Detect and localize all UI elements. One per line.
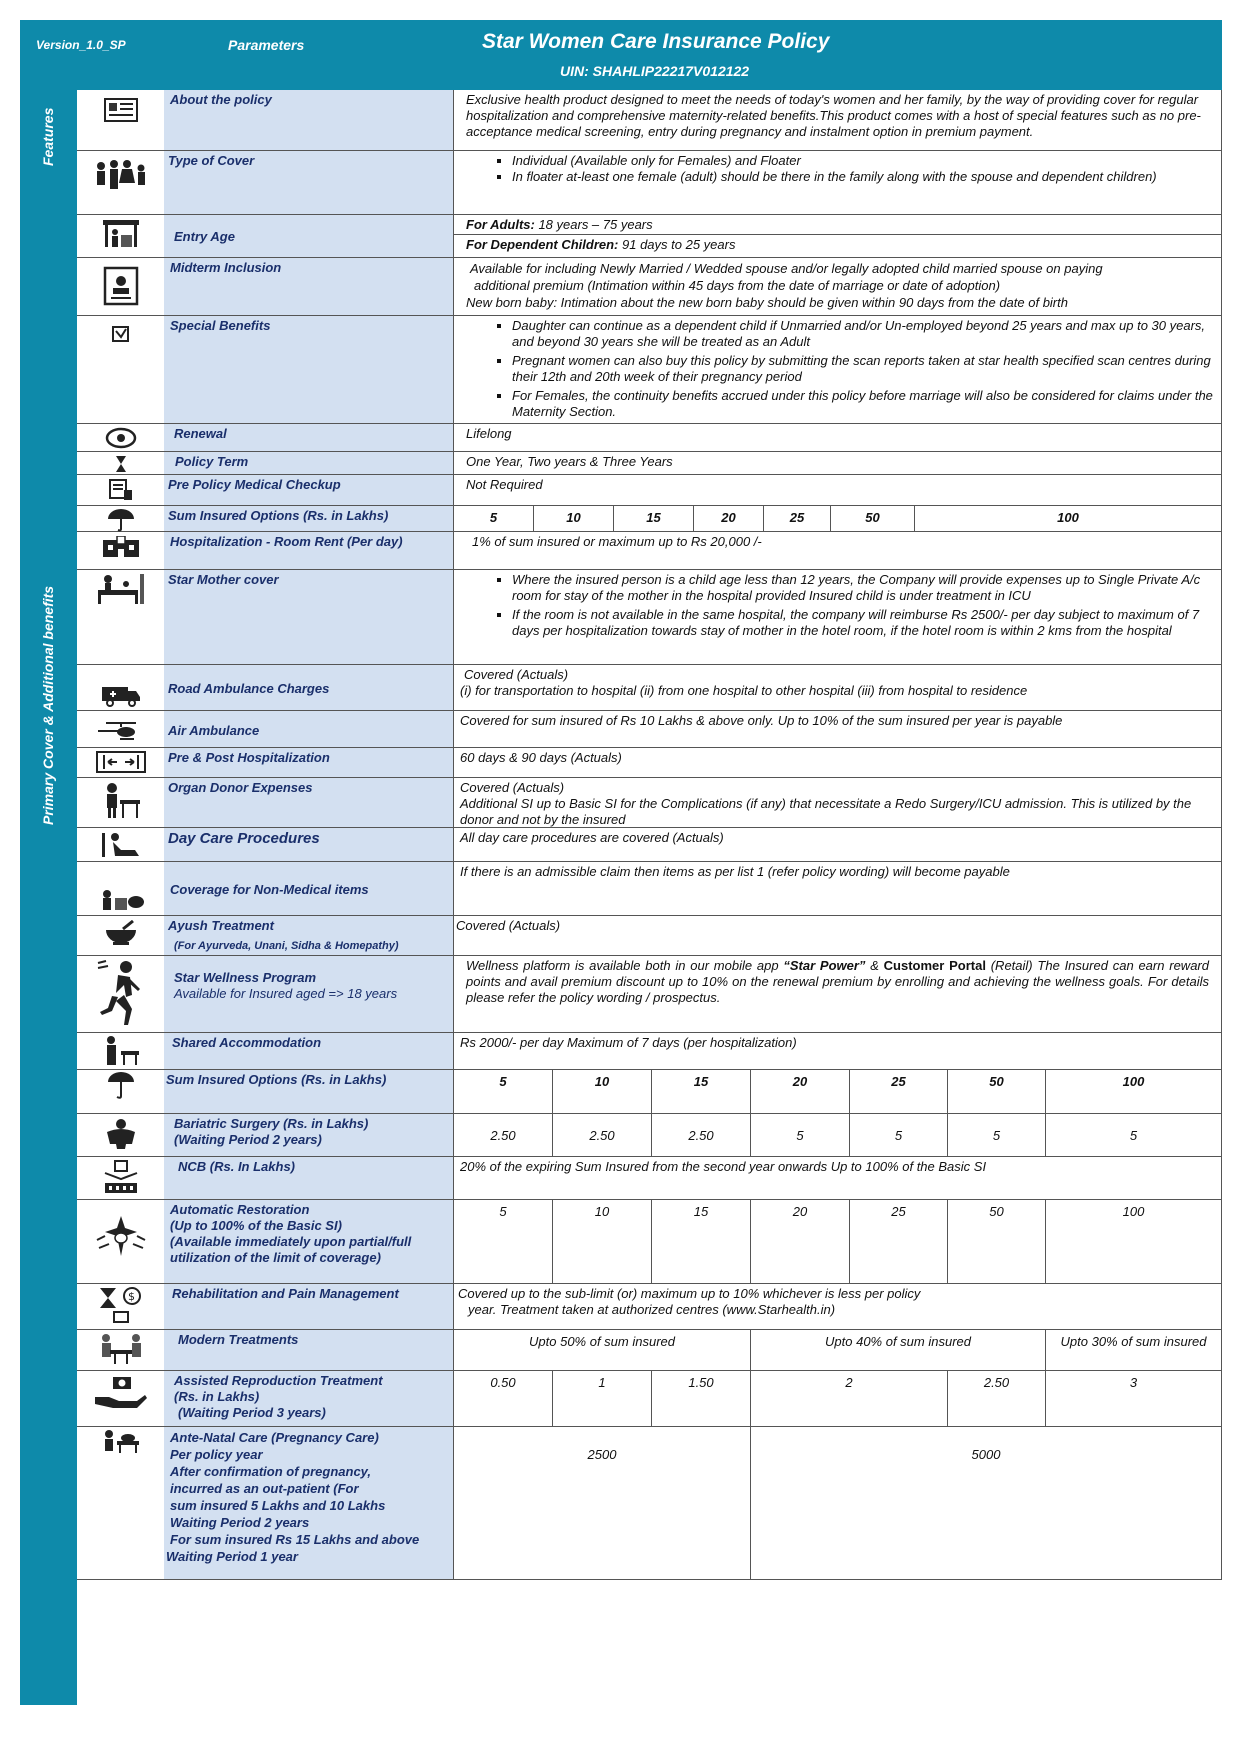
- grid-cell: 5: [751, 1114, 850, 1156]
- param-label: About the policy: [164, 90, 454, 151]
- list-item: ▪ Daughter can continue as a dependent child if Unmarried and/or Un-employed beyond 25 years and max up to 30 years, and beyond 30 years she will be treated as an Adult: [512, 318, 1221, 350]
- value-text: Covered (Actuals) (i) for transportation to hospital (ii) from one hospital to other hospital (iii) from hospital to residence: [454, 665, 1222, 711]
- bariatric-grid: [454, 1114, 1222, 1157]
- grid-cell: 10: [534, 506, 614, 531]
- grid-cell: 2500: [454, 1427, 751, 1579]
- param-label: Sum Insured Options (Rs. in Lakhs): [164, 1070, 454, 1114]
- version-label: Version_1.0_SP: [36, 38, 126, 52]
- uin-label: UIN: SHAHLIP22217V012122: [560, 63, 750, 79]
- hospital-icon: [77, 532, 165, 570]
- param-label: Road Ambulance Charges: [164, 665, 454, 711]
- side-bar: [20, 90, 77, 1705]
- row-room-rent: [77, 532, 1222, 570]
- grid-cell: 20: [751, 1200, 850, 1283]
- param-label: Sum Insured Options (Rs. in Lakhs): [164, 506, 454, 532]
- value-text: Available for including Newly Married / Wedded spouse and/or legally adopted child married spouse on paying additional premium (Intimation within 45 days from the date of marriage or date of adoption) New born baby: Intimation about the new born baby should be given within 90 days from the date of birth: [454, 258, 1222, 316]
- grid-cell: 50: [948, 1070, 1046, 1113]
- gift-hand-icon: [77, 316, 165, 424]
- grid-cell: 20: [694, 506, 764, 531]
- art-grid: [454, 1371, 1222, 1427]
- param-label: Type of Cover: [164, 151, 454, 215]
- row-road-ambulance: [77, 665, 1222, 711]
- value-text: Lifelong: [454, 424, 1222, 452]
- param-label: Coverage for Non-Medical items: [164, 862, 454, 916]
- row-type-of-cover: [77, 151, 1222, 215]
- grid-cell: 2.50: [652, 1114, 751, 1156]
- grid-cell: 100: [1122, 1204, 1145, 1219]
- row-star-mother-cover: [77, 570, 1222, 665]
- grid-cell: 5: [1129, 1128, 1138, 1143]
- grid-cell: 1.50: [652, 1371, 751, 1426]
- side-label-primary-cover: Primary Cover & Additional benefits: [40, 585, 56, 825]
- param-label: Shared Accommodation: [164, 1033, 454, 1070]
- grid-cell: 5: [948, 1114, 1046, 1156]
- renewal-icon: [77, 424, 165, 452]
- param-label: Pre Policy Medical Checkup: [164, 475, 454, 506]
- restoration-grid: [454, 1200, 1222, 1284]
- param-label: Day Care Procedures: [164, 828, 454, 862]
- ante-natal-grid: [454, 1427, 1222, 1580]
- param-label: Star Wellness Program Available for Insured aged => 18 years: [164, 956, 454, 1033]
- list-item: ▪ In floater at-least one female (adult) should be there in the family along with the spouse and dependent children): [512, 169, 1209, 185]
- family-icon: [77, 151, 165, 215]
- grid-cell: Upto 40% of sum insured: [751, 1330, 1046, 1370]
- body-weight-icon: [77, 1114, 165, 1157]
- row-bariatric-surgery: [77, 1114, 1222, 1157]
- param-label: Modern Treatments: [164, 1330, 454, 1371]
- grid-cell: Upto 30% of sum insured: [1060, 1334, 1207, 1349]
- hourglass-icon: [77, 452, 165, 475]
- value-text: Covered up to the sub-limit (or) maximum up to 10% whichever is less per policy year. Treatment taken at authorized centres (www.Starhealth.in): [454, 1284, 1222, 1330]
- medical-report-icon: [77, 475, 165, 506]
- grid-cell: 5000: [971, 1447, 1001, 1462]
- modern-treatments-grid: [454, 1330, 1222, 1371]
- row-non-medical: [77, 862, 1222, 916]
- row-pre-post-hospitalization: [77, 748, 1222, 778]
- grid-cell: 100: [1057, 510, 1079, 525]
- hand-money-icon: [77, 1371, 165, 1427]
- value-text: All day care procedures are covered (Actuals): [454, 828, 1222, 862]
- param-label: Rehabilitation and Pain Management: [164, 1284, 454, 1330]
- param-label: Organ Donor Expenses: [164, 778, 454, 828]
- value-text: Covered for sum insured of Rs 10 Lakhs & above only. Up to 10% of the sum insured per year is payable: [454, 711, 1222, 748]
- row-shared-accommodation: [77, 1033, 1222, 1070]
- grid-cell: 2.50: [948, 1371, 1046, 1426]
- side-label-features: Features: [40, 107, 56, 166]
- row-renewal: [77, 424, 1222, 452]
- grid-cell: 2.50: [553, 1114, 652, 1156]
- grid-cell: 10: [553, 1200, 652, 1283]
- page-title: Star Women Care Insurance Policy: [482, 30, 830, 53]
- id-card-icon: [77, 258, 165, 316]
- grid-cell: 25: [764, 506, 831, 531]
- param-label: Bariatric Surgery (Rs. in Lakhs) (Waiting Period 2 years): [164, 1114, 454, 1157]
- param-label: Entry Age: [164, 215, 454, 258]
- policy-sheet: [20, 20, 1222, 1705]
- header-bar: [20, 20, 1222, 90]
- value-text: Not Required: [454, 475, 1222, 506]
- param-label: Star Mother cover: [164, 570, 454, 665]
- grid-cell: 0.50: [454, 1371, 553, 1426]
- param-label: Air Ambulance: [164, 711, 454, 748]
- grid-cell: 5: [454, 1200, 553, 1283]
- row-rehabilitation: [77, 1284, 1222, 1330]
- row-policy-term: [77, 452, 1222, 475]
- value-text: Exclusive health product designed to meet the needs of today's women and her family, by the way of providing cover for regular hospitalization and comprehensive maternity-related benefits.This product comes with a host of special features such as no pre-acceptance medical screening, entry during pregnancy and instalment option in premium payment.: [454, 90, 1222, 151]
- row-air-ambulance: [77, 711, 1222, 748]
- hourglass-money-icon: [77, 1284, 165, 1330]
- row-sum-insured-options: [77, 506, 1222, 532]
- row-assisted-reproduction: [77, 1371, 1222, 1427]
- grid-cell: 5: [454, 1070, 553, 1113]
- grid-cell: 15: [652, 1200, 751, 1283]
- grid-cell: 15: [614, 506, 694, 531]
- row-ayush-treatment: [77, 916, 1222, 956]
- list-item: ▪ If the room is not available in the same hospital, the company will reimburse Rs 2500/- per day subject to maximum of 7 days per hospitalization towards stay of mother in the hotel room, if the hotel room is within 2 kms from the hospital: [512, 607, 1221, 639]
- row-about-policy: [77, 90, 1222, 151]
- row-medical-checkup: [77, 475, 1222, 506]
- mortar-pestle-icon: [77, 916, 165, 956]
- param-label: Midterm Inclusion: [164, 258, 454, 316]
- list-item: ▪ Where the insured person is a child age less than 12 years, the Company will provide expenses up to Single Private A/c room for stay of the mother in the hospital provided Insured child is under treatment in ICU: [512, 572, 1221, 604]
- row-day-care: [77, 828, 1222, 862]
- value-list: [454, 316, 1222, 424]
- grid-cell: 25: [850, 1200, 948, 1283]
- non-medical-items-icon: [77, 862, 165, 916]
- grid-cell: 100: [1122, 1074, 1145, 1089]
- value-text: For Adults: 18 years – 75 years For Dependent Children: 91 days to 25 years: [454, 215, 1222, 258]
- umbrella-icon: [77, 506, 165, 532]
- sum-insured-grid: [454, 1070, 1222, 1114]
- value-text: If there is an admissible claim then items as per list 1 (refer policy wording) will become payable: [454, 862, 1222, 916]
- grid-cell: Upto 50% of sum insured: [454, 1330, 751, 1370]
- value-text: Rs 2000/- per day Maximum of 7 days (per hospitalization): [454, 1033, 1222, 1070]
- param-label: Ayush Treatment (For Ayurveda, Unani, Sidha & Homepathy): [164, 916, 454, 956]
- param-label: NCB (Rs. In Lakhs): [164, 1157, 454, 1200]
- policy-document-icon: [77, 90, 165, 151]
- param-label: Automatic Restoration (Up to 100% of the Basic SI) (Available immediately upon partial/full utilization of the limit of coverage): [164, 1200, 454, 1284]
- umbrella-icon: [77, 1070, 165, 1114]
- row-modern-treatments: [77, 1330, 1222, 1371]
- pregnancy-care-icon: [77, 1427, 165, 1580]
- sum-insured-grid: [454, 506, 1222, 532]
- list-item: ▪ For Females, the continuity benefits accrued under this policy before marriage will also be considered for claims under the Maternity Section.: [512, 388, 1221, 420]
- row-automatic-restoration: [77, 1200, 1222, 1284]
- row-star-wellness: [77, 956, 1222, 1033]
- grid-cell: 3: [1129, 1375, 1138, 1390]
- svg-text:$: $: [127, 1290, 135, 1303]
- param-label: Assisted Reproduction Treatment (Rs. in Lakhs) (Waiting Period 3 years): [164, 1371, 454, 1427]
- ambulance-icon: [77, 665, 165, 711]
- doctor-consult-icon: [77, 1330, 165, 1371]
- grid-cell: 2.50: [454, 1114, 553, 1156]
- grid-cell: 5: [850, 1114, 948, 1156]
- list-item: ▪ Pregnant women can also buy this policy by submitting the scan reports taken at star health specified scan centres during their 12th and 20th week of their pregnancy period: [512, 353, 1221, 385]
- helicopter-icon: [77, 711, 165, 748]
- recliner-chair-icon: [77, 828, 165, 862]
- value-text: 1% of sum insured or maximum up to Rs 20,000 /-: [454, 532, 1222, 570]
- value-list: [454, 151, 1222, 215]
- value-text: One Year, Two years & Three Years: [454, 452, 1222, 475]
- param-label: Hospitalization - Room Rent (Per day): [164, 532, 454, 570]
- row-ante-natal-care: [77, 1427, 1222, 1580]
- param-label: Ante-Natal Care (Pregnancy Care) Per policy year After confirmation of pregnancy, incurred as an out-patient (For sum insured 5 Lakhs and 10 Lakhs Waiting Period 2 years For sum insured Rs 15 Lakhs and above Waiting Period 1 year: [164, 1427, 454, 1580]
- value-text: 60 days & 90 days (Actuals): [454, 748, 1222, 778]
- restoration-icon: [77, 1200, 165, 1284]
- param-label: Renewal: [164, 424, 454, 452]
- ncb-icon: [77, 1157, 165, 1200]
- value-text: 20% of the expiring Sum Insured from the second year onwards Up to 100% of the Basic SI: [454, 1157, 1222, 1200]
- value-text: Covered (Actuals) Additional SI up to Basic SI for the Complications (if any) that necessitate a Redo Surgery/ICU admission. This is utilized by the donor and not by the insured: [454, 778, 1222, 828]
- grid-cell: 10: [553, 1070, 652, 1113]
- value-text: Covered (Actuals): [454, 916, 1222, 956]
- value-list: [454, 570, 1222, 665]
- list-item: ▪ Individual (Available only for Females) and Floater: [512, 153, 1209, 169]
- row-special-benefits: [77, 316, 1222, 424]
- row-ncb: [77, 1157, 1222, 1200]
- grid-cell: 20: [751, 1070, 850, 1113]
- grid-cell: 25: [850, 1070, 948, 1113]
- grid-cell: 2: [751, 1371, 948, 1426]
- waiting-room-icon: [77, 215, 165, 258]
- parameters-label: Parameters: [228, 37, 305, 53]
- grid-cell: 50: [948, 1200, 1046, 1283]
- runner-icon: [77, 956, 165, 1033]
- grid-cell: 5: [454, 506, 534, 531]
- patient-doctor-icon: [77, 778, 165, 828]
- row-sum-insured-options-2: [77, 1070, 1222, 1114]
- value-text: Wellness platform is available both in our mobile app “Star Power” & Customer Portal (Retail) The Insured can earn reward points and avail premium discount up to 10% on the renewal premium by enrolling and achieving the wellness goals. For details please refer the policy wording / prospectus.: [454, 956, 1222, 1033]
- arrows-range-icon: [77, 748, 165, 778]
- param-label: Policy Term: [164, 452, 454, 475]
- grid-cell: 15: [652, 1070, 751, 1113]
- accommodation-icon: [77, 1033, 165, 1070]
- row-organ-donor: [77, 778, 1222, 828]
- grid-cell: 1: [553, 1371, 652, 1426]
- param-label: Special Benefits: [164, 316, 454, 424]
- param-label: Pre & Post Hospitalization: [164, 748, 454, 778]
- row-entry-age: [77, 215, 1222, 258]
- mother-child-bed-icon: [77, 570, 165, 665]
- row-midterm-inclusion: [77, 258, 1222, 316]
- grid-cell: 50: [831, 506, 915, 531]
